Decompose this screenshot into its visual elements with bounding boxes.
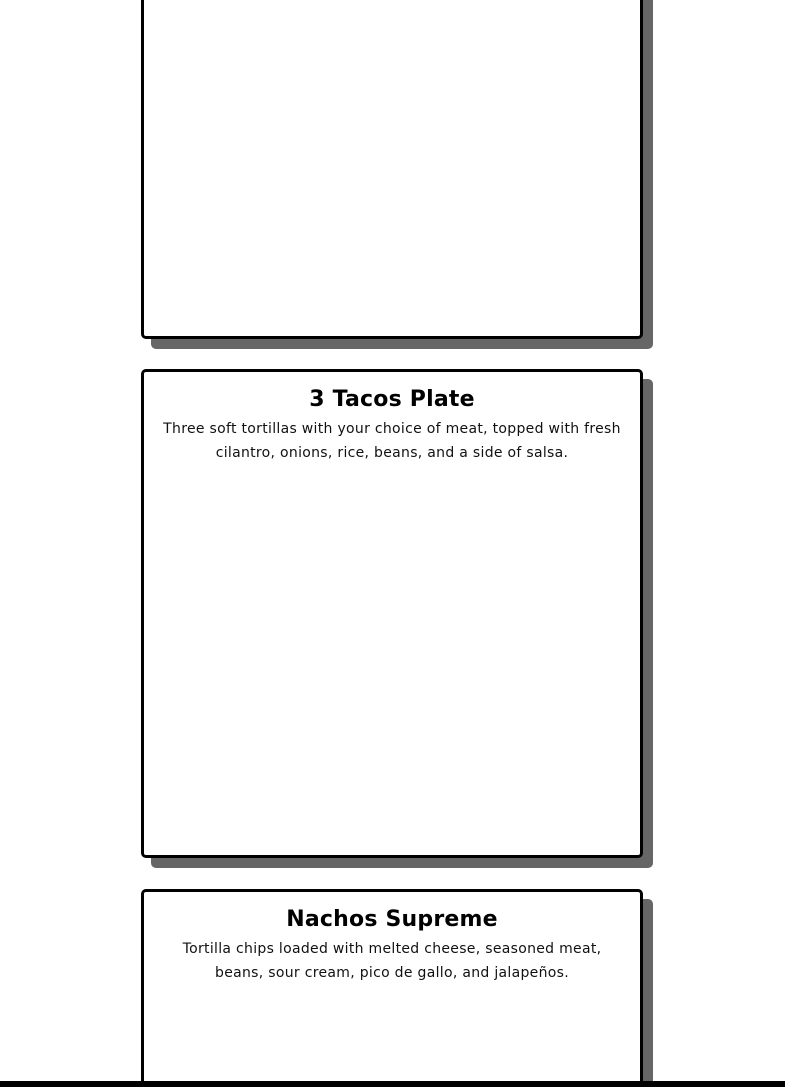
menu-item-card[interactable] bbox=[141, 889, 643, 1087]
menu-item-card[interactable] bbox=[141, 369, 643, 858]
menu-item-card[interactable] bbox=[141, 0, 643, 339]
menu-item-description: Tortilla chips loaded with melted cheese, seasoned meat, beans, sour cream, pico de gallo, and jalapeños. bbox=[182, 941, 602, 981]
menu-item-description: Three soft tortillas with your choice of meat, topped with fresh cilantro, onions, rice, beans, and a side of salsa. bbox=[163, 421, 621, 461]
menu-item-title: 3 Tacos Plate bbox=[309, 387, 475, 412]
bottom-bar bbox=[0, 1081, 785, 1087]
menu-item-title: Nachos Supreme bbox=[286, 907, 498, 932]
